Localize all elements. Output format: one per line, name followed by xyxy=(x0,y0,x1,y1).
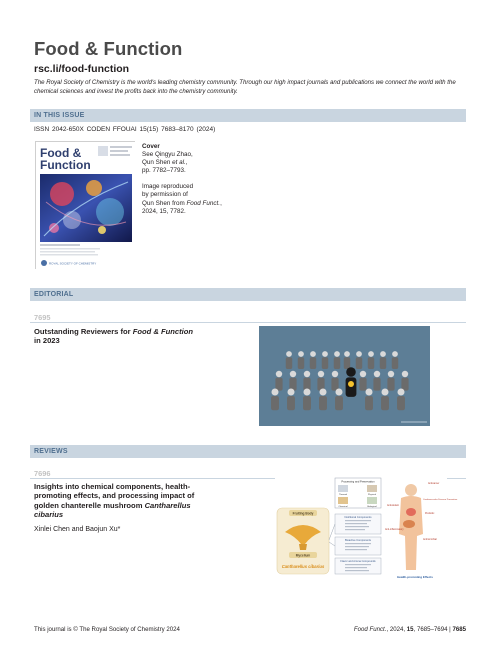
flavor-label: Flavor and Aroma Compounds xyxy=(340,560,376,563)
editorial-graphic xyxy=(259,326,430,426)
editorial-divider xyxy=(30,322,466,323)
reviewer-body xyxy=(380,357,386,369)
physical-label: Physical xyxy=(367,494,377,496)
reviewer-head xyxy=(346,367,356,377)
reviewer-body xyxy=(344,357,350,369)
reviewer-body xyxy=(373,378,380,391)
cover-authors-line: Qun Shen et al., xyxy=(142,159,188,167)
cover-repro-2: by permission of xyxy=(142,191,188,199)
reviewer-head xyxy=(381,388,388,395)
reviews-heading: REVIEWS xyxy=(30,445,466,458)
editorial-page-number[interactable]: 7695 xyxy=(34,313,51,322)
reviewer-head xyxy=(318,371,324,377)
review-page-number[interactable]: 7696 xyxy=(34,469,51,478)
species-label: Cantharellus cibarius xyxy=(281,564,325,569)
reviewer-body xyxy=(397,396,405,410)
reviewer-body xyxy=(401,378,408,391)
reviewer-body xyxy=(334,357,340,369)
prebiotic-label: Prebiotic xyxy=(425,512,435,515)
anti-inflammatory-label: Anti-inflammatory xyxy=(385,528,404,531)
reviewer-body xyxy=(392,357,398,369)
reviewer-body xyxy=(275,378,282,391)
reviewer-head xyxy=(298,351,304,357)
health-effects-label: Health-promoting Effects xyxy=(397,575,433,579)
editorial-title[interactable]: Outstanding Reviewers for Food & Function in 2023 xyxy=(34,327,194,346)
reviewer-head xyxy=(319,388,326,395)
reviewer-head xyxy=(365,388,372,395)
reviewer-head xyxy=(388,371,394,377)
cover-repro-1: Image reproduced xyxy=(142,183,194,191)
reviewer-body xyxy=(331,378,338,391)
reviewer-body xyxy=(310,357,316,369)
reviewer-body xyxy=(359,378,366,391)
reviewer-body xyxy=(303,396,311,410)
reviewer-head xyxy=(310,351,316,357)
reviewer-head xyxy=(397,388,404,395)
reviewer-body xyxy=(368,357,374,369)
cover-label: Cover xyxy=(142,143,160,150)
in-this-issue-heading: IN THIS ISSUE xyxy=(30,109,466,122)
antioxidant-label: Antioxidant xyxy=(387,504,399,507)
highlight-badge xyxy=(348,381,354,387)
review-title[interactable]: Insights into chemical components, health- promoting effects, and processing impact of golden chanterelle mushroom Cantharellus cibarius xyxy=(34,482,195,519)
reviewer-head xyxy=(334,351,340,357)
reviewer-body xyxy=(286,357,292,369)
reviewer-body xyxy=(319,396,327,410)
nutritional-label: Nutritional Components xyxy=(344,516,372,519)
journal-title: Food & Function xyxy=(34,38,183,59)
antimicrobial-label: Antimicrobial xyxy=(423,538,437,541)
processing-label: Processing and Preservation xyxy=(341,480,375,484)
fruiting-body-label: Fruiting Body xyxy=(292,511,314,516)
reviewer-body xyxy=(271,396,279,410)
reviewer-head xyxy=(360,371,366,377)
reviewer-head xyxy=(335,388,342,395)
cover-publisher: ROYAL SOCIETY OF CHEMISTRY xyxy=(49,261,97,266)
mycelium-label: Mycelium xyxy=(295,553,311,558)
reviewer-head xyxy=(356,351,362,357)
reviewer-head xyxy=(322,351,328,357)
cover-pages-line[interactable]: pp. 7782–7793. xyxy=(142,167,186,175)
reviewer-body xyxy=(287,396,295,410)
reviewer-head xyxy=(392,351,398,357)
reviewer-head xyxy=(344,351,350,357)
cover-repro-3: Qun Shen from Food Funct., xyxy=(142,199,222,207)
editorial-heading: EDITORIAL xyxy=(30,288,466,301)
mission-statement: The Royal Society of Chemistry is the world's leading chemistry community. Through our high impact journals and publications we connect the world with the chemical sciences and invest the profits back into the chemistry community. xyxy=(34,79,456,95)
reviewer-crowd-illustration xyxy=(259,326,430,426)
reviewer-body xyxy=(346,377,357,397)
review-graphical-abstract xyxy=(275,474,458,580)
reviewer-head xyxy=(402,371,408,377)
reviewer-body xyxy=(356,357,362,369)
review-authors: Xinlei Chen and Baojun Xu* xyxy=(34,526,121,533)
cover-image xyxy=(35,141,135,269)
thermal-label: Thermal xyxy=(338,494,348,496)
reviewer-head xyxy=(303,388,310,395)
reviewer-head xyxy=(380,351,386,357)
reviewer-head xyxy=(332,371,338,377)
anticancer-label: Anticancer xyxy=(428,482,440,485)
reviewer-body xyxy=(322,357,328,369)
reviewer-head xyxy=(374,371,380,377)
cover-caption xyxy=(142,143,222,216)
cover-title-line2: Function xyxy=(40,158,91,172)
footer-citation: Food Funct., 2024, 15, 7685–7694 | 7685 xyxy=(353,626,466,633)
reviewer-body xyxy=(335,396,343,410)
cover-title-line1: Food & xyxy=(40,146,82,160)
bioactive-label: Bioactive Components xyxy=(345,539,371,542)
footer-copyright: This journal is © The Royal Society of Chemistry 2024 xyxy=(34,626,180,633)
chanterelle-abstract-figure xyxy=(275,474,458,580)
reviewer-head xyxy=(304,371,310,377)
reviewer-body xyxy=(365,396,373,410)
reviewer-head xyxy=(271,388,278,395)
reviewer-body xyxy=(298,357,304,369)
reviewer-head xyxy=(290,371,296,377)
cover-repro-4: 2024, 15, 7782. xyxy=(142,207,186,215)
journal-url[interactable]: rsc.li/food-function xyxy=(34,63,130,75)
reviewer-head xyxy=(286,351,292,357)
reviewer-head xyxy=(276,371,282,377)
reviewer-body xyxy=(387,378,394,391)
cover-artwork xyxy=(36,142,136,270)
cover-see-line: See Qingyu Zhao, xyxy=(142,151,193,159)
chemical-label: Chemical xyxy=(338,506,348,508)
cardio-label: Cardiovascular Disease Prevention xyxy=(423,499,458,501)
reviewer-head xyxy=(368,351,374,357)
reviewer-head xyxy=(287,388,294,395)
issn-line: ISSN 2042-650X CODEN FFOUAI 15(15) 7683–8170 (2024) xyxy=(34,126,216,133)
reviewer-body xyxy=(381,396,389,410)
biological-label: Biological xyxy=(367,506,377,508)
